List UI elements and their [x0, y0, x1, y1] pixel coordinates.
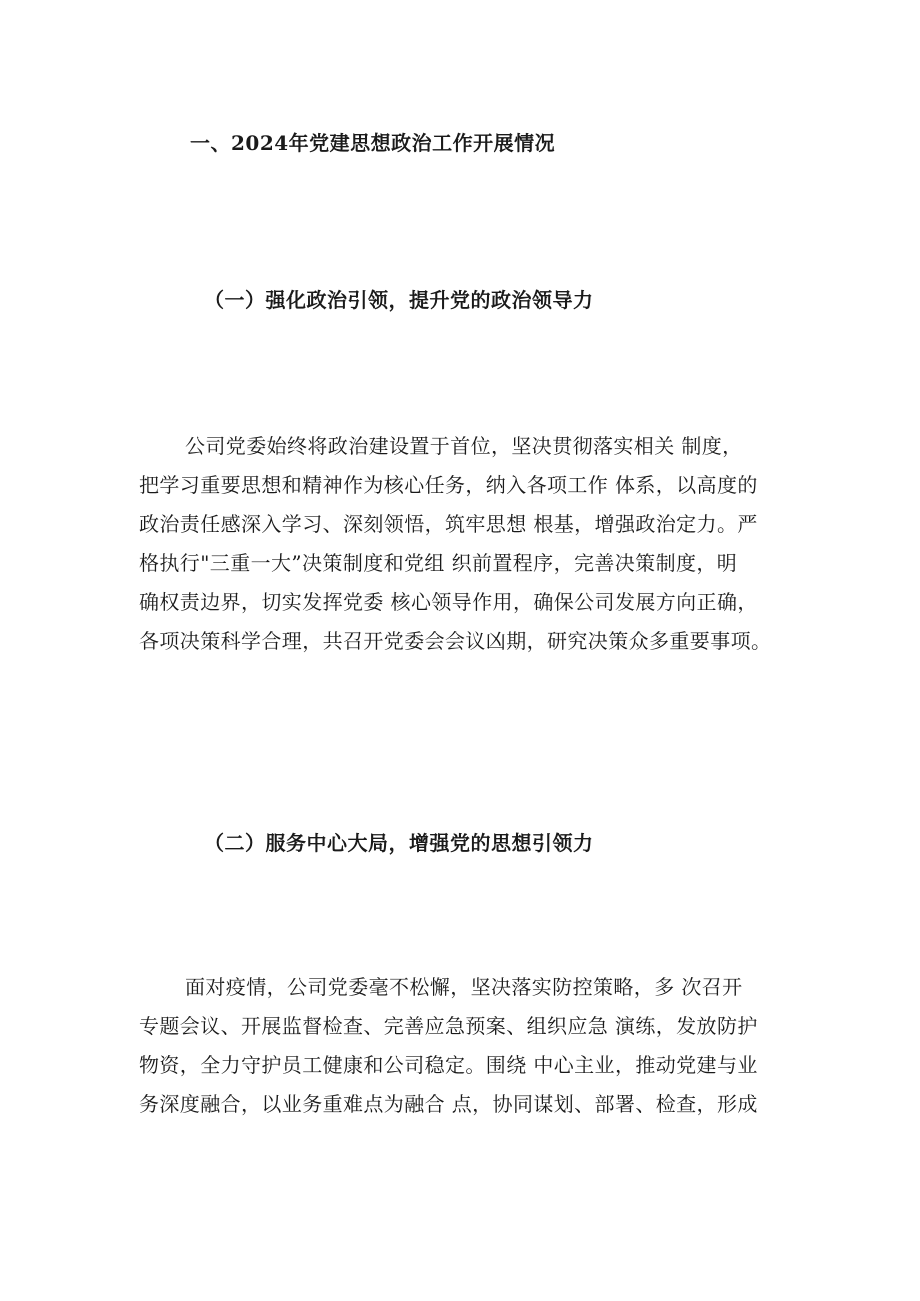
paragraph-line: 公司党委始终将政治建设置于首位，坚决贯彻落实相关 制度，: [185, 434, 743, 458]
paragraph-line: 把学习重要思想和精神作为核心任务，纳入各项工作 体系，以高度的: [139, 473, 758, 497]
document-heading: 一、2024年党建思想政治工作开展情况: [190, 131, 556, 155]
section-2-title: （二）服务中心大局，增强党的思想引领力: [204, 831, 594, 855]
paragraph-line: 专题会议、开展监督检查、完善应急预案、组织应急 演练，发放防护: [139, 1014, 758, 1038]
section-1-paragraph: [139, 427, 799, 661]
paragraph-line: 面对疫情，公司党委毫不松懈，坚决落实防控策略，多 次召开: [185, 975, 743, 999]
paragraph-line: 务深度融合，以业务重难点为融合 点，协同谋划、部署、检查，形成: [139, 1092, 758, 1116]
section-2-paragraph: [139, 968, 799, 1124]
paragraph-line: 物资，全力守护员工健康和公司稳定。围绕 中心主业，推动党建与业: [139, 1053, 758, 1077]
paragraph-line: 格执行"三重一大”决策制度和党组 织前置程序，完善决策制度，明: [139, 551, 738, 575]
paragraph-line: 政治责任感深入学习、深刻领悟，筑牢思想 根基，增强政治定力。严: [139, 512, 758, 536]
paragraph-line: 确权责边界，切实发挥党委 核心领导作用，确保公司发展方向正确，: [139, 590, 758, 614]
paragraph-line: 各项决策科学合理，共召开党委会会议凶期，研究决策众多重要事项。: [139, 629, 772, 653]
section-1-title: （一）强化政治引领，提升党的政治领导力: [204, 288, 594, 312]
